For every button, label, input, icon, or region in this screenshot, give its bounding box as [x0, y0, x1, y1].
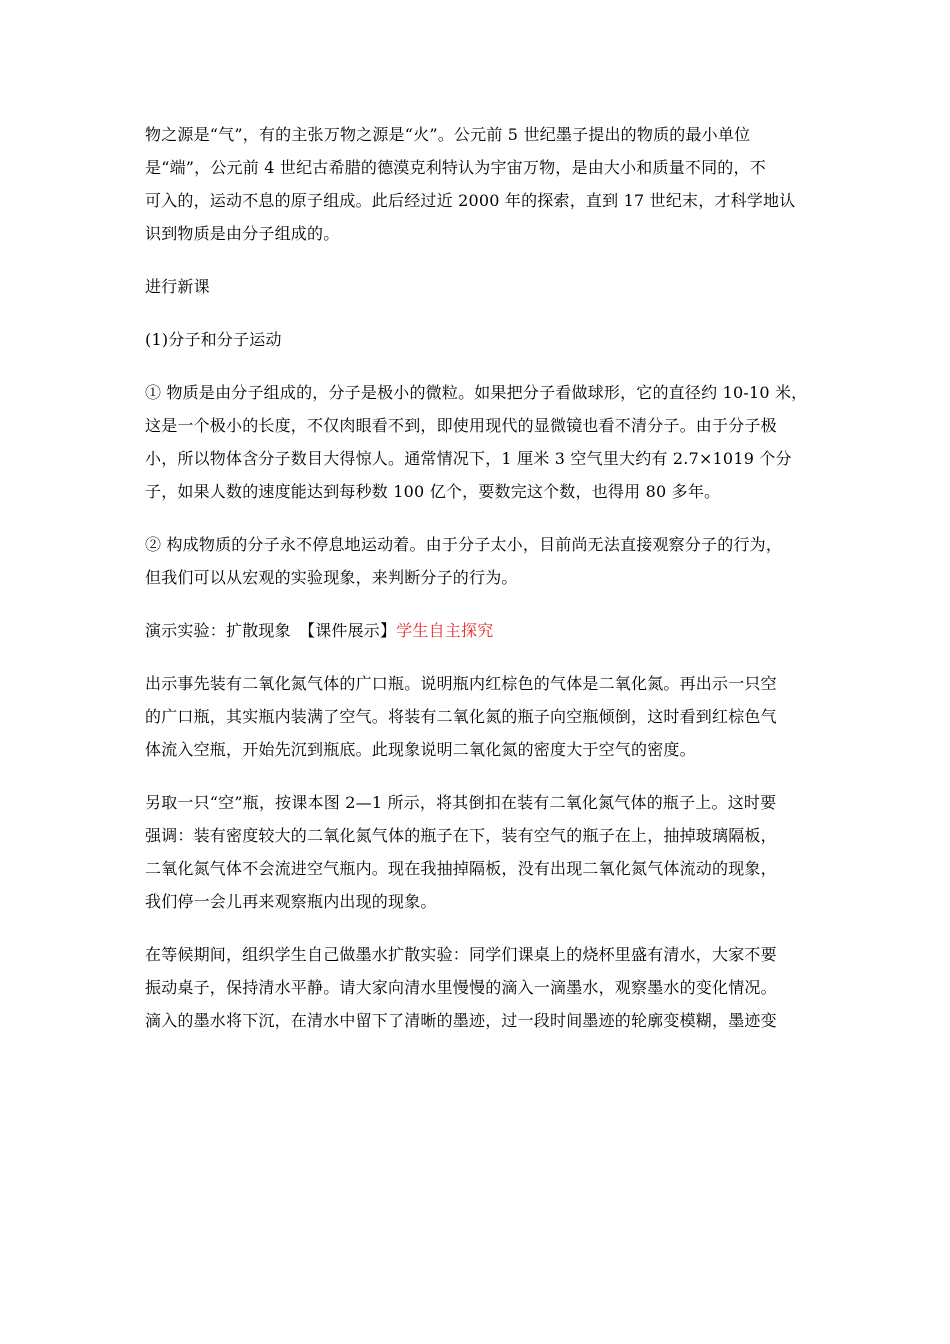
document-body: [145, 118, 825, 1057]
text-line: 在等候期间，组织学生自己做墨水扩散实验：同学们课桌上的烧杯里盛有清水，大家不要: [145, 945, 777, 964]
heading-text: (1)分子和分子运动: [145, 330, 282, 349]
demo-experiment-heading: [145, 614, 825, 647]
text-line: 是“端”，公元前 4 世纪古希腊的德漠克利特认为宇宙万物，是由大小和质量不同的，不: [145, 158, 766, 177]
text-line: 识到物质是由分子组成的。: [145, 224, 340, 243]
text-line: 但我们可以从宏观的实验现象，来判断分子的行为。: [145, 568, 518, 587]
text-line: ① 物质是由分子组成的，分子是极小的微粒。如果把分子看做球形，它的直径约 10-10 米，: [145, 383, 808, 402]
text-line: 二氧化氮气体不会流进空气瓶内。现在我抽掉隔板，没有出现二氧化氮气体流动的现象，: [145, 859, 777, 878]
text-line: 物之源是“气”，有的主张万物之源是“火”。公元前 5 世纪墨子提出的物质的最小单位: [145, 125, 751, 144]
text-line: 另取一只“空”瓶，按课本图 2—1 所示，将其倒扣在装有二氧化氮气体的瓶子上。这时要: [145, 793, 777, 812]
text-line: 滴入的墨水将下沉，在清水中留下了清晰的墨迹，过一段时间墨迹的轮廓变模糊，墨迹变: [145, 1011, 777, 1030]
text-line: 这是一个极小的长度，不仅肉眼看不到，即使用现代的显微镜也看不清分子。由于分子极: [145, 416, 777, 435]
intro-paragraph: [145, 118, 825, 250]
text-line: 出示事先装有二氧化氮气体的广口瓶。说明瓶内红棕色的气体是二氧化氮。再出示一只空: [145, 674, 777, 693]
heading-text: 进行新课: [145, 277, 210, 296]
text-line: 强调：装有密度较大的二氧化氮气体的瓶子在下，装有空气的瓶子在上，抽掉玻璃隔板，: [145, 826, 777, 845]
point-2-paragraph: [145, 528, 825, 594]
demo-highlight: 学生自主探究: [396, 621, 494, 640]
paragraph-a: [145, 667, 825, 766]
text-line: 振动桌子，保持清水平静。请大家向清水里慢慢的滴入一滴墨水，观察墨水的变化情况。: [145, 978, 777, 997]
paragraph-c: [145, 938, 825, 1037]
heading-new-lesson: [145, 270, 825, 303]
text-line: 子，如果人数的速度能达到每秒数 100 亿个，要数完这个数，也得用 80 多年。: [145, 482, 721, 501]
point-1-paragraph: [145, 376, 825, 508]
text-line: 体流入空瓶，开始先沉到瓶底。此现象说明二氧化氮的密度大于空气的密度。: [145, 740, 696, 759]
text-line: 的广口瓶，其实瓶内装满了空气。将装有二氧化氮的瓶子向空瓶倾倒，这时看到红棕色气: [145, 707, 777, 726]
text-line: 可入的，运动不息的原子组成。此后经过近 2000 年的探索，直到 17 世纪末，才科学地认: [145, 191, 796, 210]
text-line: ② 构成物质的分子永不停息地运动着。由于分子太小，目前尚无法直接观察分子的行为，: [145, 535, 783, 554]
heading-section-1: [145, 323, 825, 356]
demo-label: 演示实验：扩散现象 【课件展示】: [145, 621, 397, 640]
text-line: 小，所以物体含分子数目大得惊人。通常情况下，1 厘米 3 空气里大约有 2.7×1019 个分: [145, 449, 792, 468]
text-line: [145, 614, 825, 647]
paragraph-b: [145, 786, 825, 918]
text-line: 我们停一会儿再来观察瓶内出现的现象。: [145, 892, 437, 911]
